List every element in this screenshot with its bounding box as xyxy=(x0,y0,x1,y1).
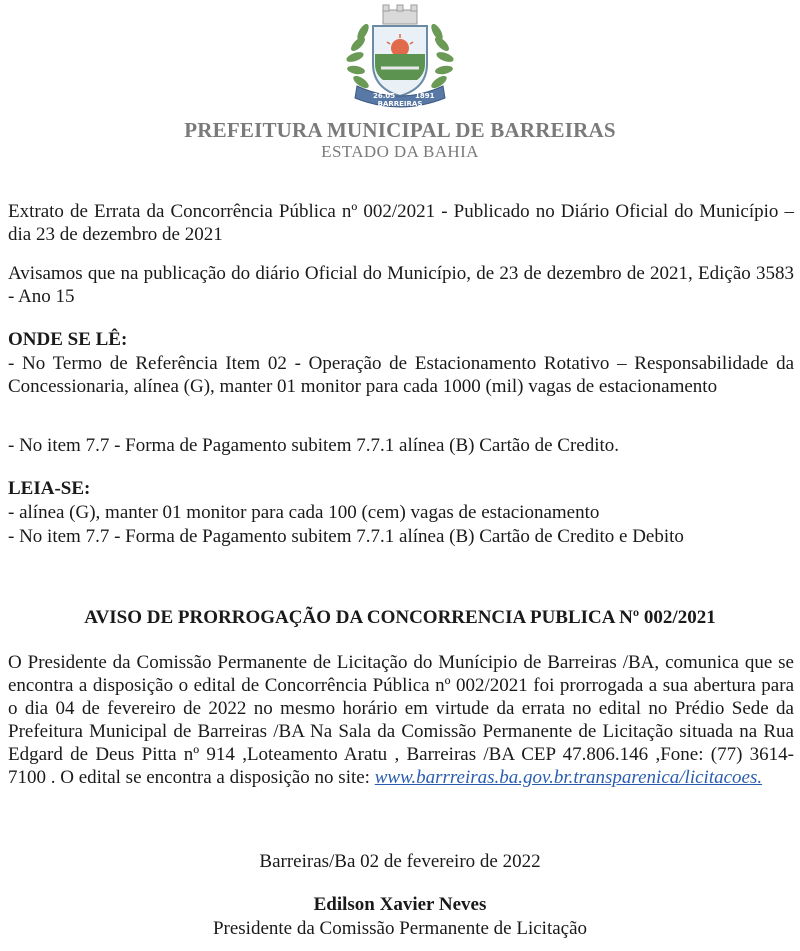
leia-se-heading: LEIA-SE: xyxy=(8,478,91,499)
crest-year-right: 1891 xyxy=(415,92,435,100)
signer-role: Presidente da Comissão Permanente de Licitação xyxy=(212,918,588,939)
org-title: PREFEITURA MUNICIPAL DE BARREIRAS xyxy=(184,118,616,142)
extract-intro-b: - Publicado no Diário Oficial do Município – dia 23 de dezembro de 2021 xyxy=(8,201,794,245)
extract-intro xyxy=(8,200,794,246)
aviso-body xyxy=(8,651,794,789)
signer-name: Edilson Xavier Neves xyxy=(313,894,487,915)
aviso-title: AVISO DE PRORROGAÇÃO DA CONCORRENCIA PUBLICA Nº 002/2021 xyxy=(84,607,716,628)
place-date: Barreiras/Ba 02 de fevereiro de 2022 xyxy=(259,851,541,872)
aviso-body-text: O Presidente da Comissão Permanente de Licitação do Munícipio de Barreiras /BA, comunica que se encontra a disposição o edital de Concorrência Pública nº 002/2021 foi prorrogada a sua abertura para o dia 04 de fevereiro de 2022 no mesmo horário em virtude da errata no edital no Prédio Sede da Prefeitura Municipal de Barreiras /BA Na Sala da Comissão Permanente de Licitação situada na Rua Edgard de Deus Pitta nº 914 ,Loteamento Aratu , Barreiras /BA CEP 47.806.146 ,Fone: (77) 3614-7100 . O edital se encontra a disposição no site: xyxy=(8,652,794,788)
coat-of-arms-icon xyxy=(325,2,475,114)
onde-item-1: - No Termo de Referência Item 02 - Operação de Estacionamento Rotativo – Responsabilidade da Concessionaria, alínea (G), manter 01 monitor para cada 1000 (mil) vagas de estacionamento xyxy=(8,353,794,397)
extract-intro-a: Extrato de Errata da Concorrência Pública nº 002/2021 xyxy=(8,201,442,222)
org-state: ESTADO DA BAHIA xyxy=(321,142,479,161)
leia-item-1: - alínea (G), manter 01 monitor para cada 100 (cem) vagas de estacionamento xyxy=(8,502,600,523)
leia-item-2: - No item 7.7 - Forma de Pagamento subitem 7.7.1 alínea (B) Cartão de Credito e Debito xyxy=(8,526,684,547)
site-link[interactable]: www.barrreiras.ba.gov.br.transparenica/licitacoes. xyxy=(374,767,763,788)
extract-notice: Avisamos que na publicação do diário Oficial do Município, de 23 de dezembro de 2021, Edição 3583 - Ano 15 xyxy=(8,263,794,307)
crest-ribbon-text: BARREIRAS xyxy=(377,100,423,108)
onde-se-le-heading: ONDE SE LÊ: xyxy=(8,329,128,350)
crest-year-left: 26.05 xyxy=(373,92,396,100)
onde-item-2: - No item 7.7 - Forma de Pagamento subitem 7.7.1 alínea (B) Cartão de Credito. xyxy=(8,435,620,456)
